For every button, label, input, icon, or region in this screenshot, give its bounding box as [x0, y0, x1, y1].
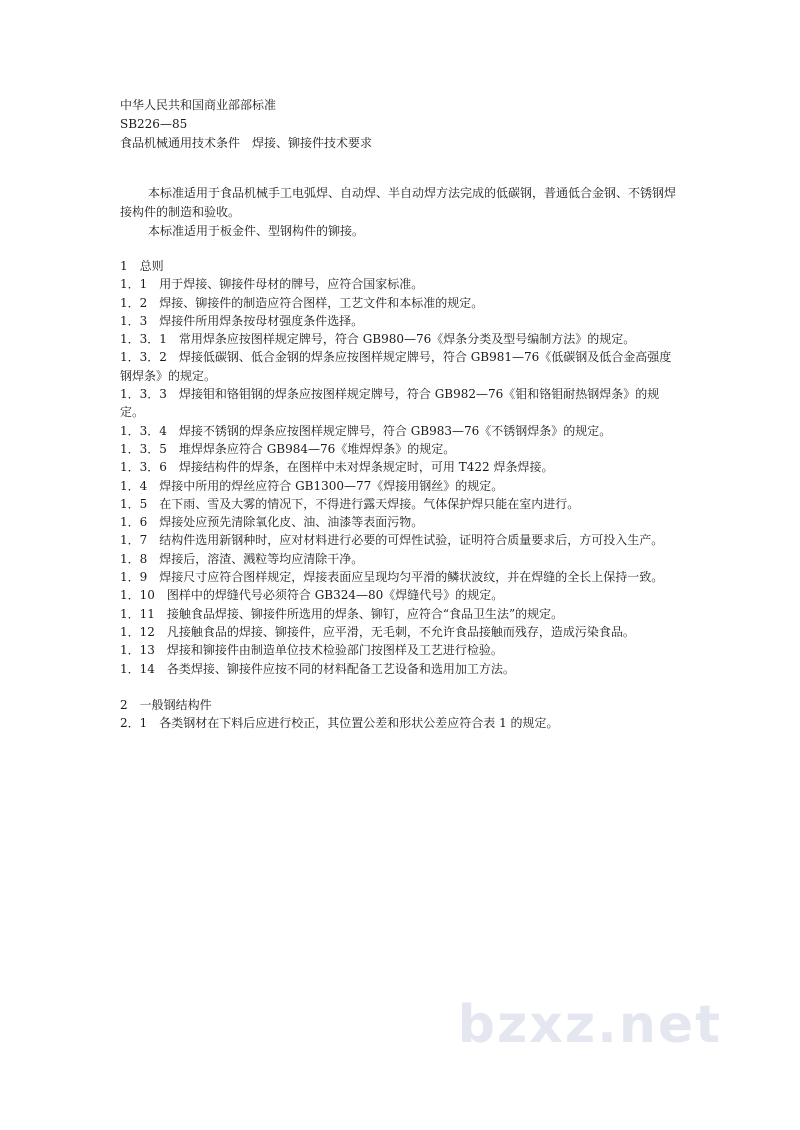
clause: 1．10 图样中的焊缝代号必须符合 GB324—80《焊缝代号》的规定。 — [120, 588, 504, 603]
clause: 1．6 焊接处应预先清除氧化皮、油、油漆等表面污物。 — [120, 515, 424, 530]
clause: 1．3．4 焊接不锈钢的焊条应按图样规定牌号，符合 GB983—76《不锈钢焊条》的规定。 — [120, 423, 612, 438]
clause: 1．12 凡接触食品的焊接、铆接件，应平滑，无毛刺，不允许食品接触而残存，造成污染食品。 — [120, 624, 635, 639]
clause: 1．11 接触食品焊接、铆接件所选用的焊条、铆钉，应符合“食品卫生法”的规定。 — [120, 606, 564, 621]
clause: 1．9 焊接尺寸应符合图样规定，焊接表面应呈现均匀平滑的鳞状波纹，并在焊缝的全长上保持一致。 — [120, 570, 664, 585]
clause: 2．1 各类钢材在下料后应进行校正，其位置公差和形状公差应符合表 1 的规定。 — [120, 716, 559, 731]
section-heading: 2 一般钢结构件 — [120, 697, 212, 712]
clause: 1．3．2 焊接低碳钢、低合金钢的焊条应按图样规定牌号，符合 GB981—76《低碳钢及低合金高强度钢焊条》的规定。 — [120, 350, 672, 383]
clause: 1．4 焊接中所用的焊丝应符合 GB1300—77《焊接用钢丝》的规定。 — [120, 478, 504, 493]
clause: 1．7 结构件选用新钢种时，应对材料进行必要的可焊性试验，证明符合质量要求后，方可投入生产。 — [120, 533, 664, 548]
clause: 1．3．6 焊接结构件的焊条，在图样中未对焊条规定时，可用 T422 焊条焊接。 — [120, 460, 554, 475]
document-header — [120, 96, 372, 153]
clause: 1．5 在下雨、雪及大雾的情况下，不得进行露天焊接。气体保护焊只能在室内进行。 — [120, 496, 580, 511]
section-general — [120, 257, 680, 678]
clause: 1．3．1 常用焊条应按图样规定牌号，符合 GB980—76《焊条分类及型号编制方法》的规定。 — [120, 332, 636, 347]
intro-paragraph: 本标准适用于食品机械手工电弧焊、自动焊、半自动焊方法完成的低碳钢，普通低合金钢、不锈钢焊接构件的制造和验收。 — [120, 186, 677, 219]
clause: 1．13 焊接和铆接件由制造单位技术检验部门按图样及工艺进行检验。 — [120, 643, 503, 658]
section-heading: 1 总则 — [120, 259, 164, 273]
intro-paragraph: 本标准适用于板金件、型钢构件的铆接。 — [148, 224, 365, 238]
clause: 1．3．5 堆焊焊条应符合 GB984—76《堆焊焊条》的规定。 — [120, 441, 456, 456]
clause: 1．2 焊接、铆接件的制造应符合图样，工艺文件和本标准的规定。 — [120, 295, 484, 310]
section-steel-structures — [120, 696, 680, 733]
intro-section — [120, 184, 680, 241]
watermark: bzxz.net — [457, 995, 722, 1055]
clause: 1．14 各类焊接、铆接件应按不同的材料配备工艺设备和选用加工方法。 — [120, 661, 515, 676]
standard-organization: 中华人民共和国商业部部标准 — [120, 98, 277, 112]
clause: 1．3．3 焊接钼和铬钼钢的焊条应按图样规定牌号，符合 GB982—76《钼和铬钼耐热钢焊条》的规定。 — [120, 387, 660, 420]
clause: 1．3 焊接件所用焊条按母材强度条件选择。 — [120, 313, 364, 328]
standard-code: SB226—85 — [120, 117, 188, 131]
clause: 1．8 焊接后，溶渣、溅粒等均应清除干净。 — [120, 551, 364, 566]
standard-title: 食品机械通用技术条件 焊接、铆接件技术要求 — [120, 136, 373, 150]
clause: 1．1 用于焊接、铆接件母材的牌号，应符合国家标准。 — [120, 277, 424, 292]
document-body — [120, 257, 680, 732]
